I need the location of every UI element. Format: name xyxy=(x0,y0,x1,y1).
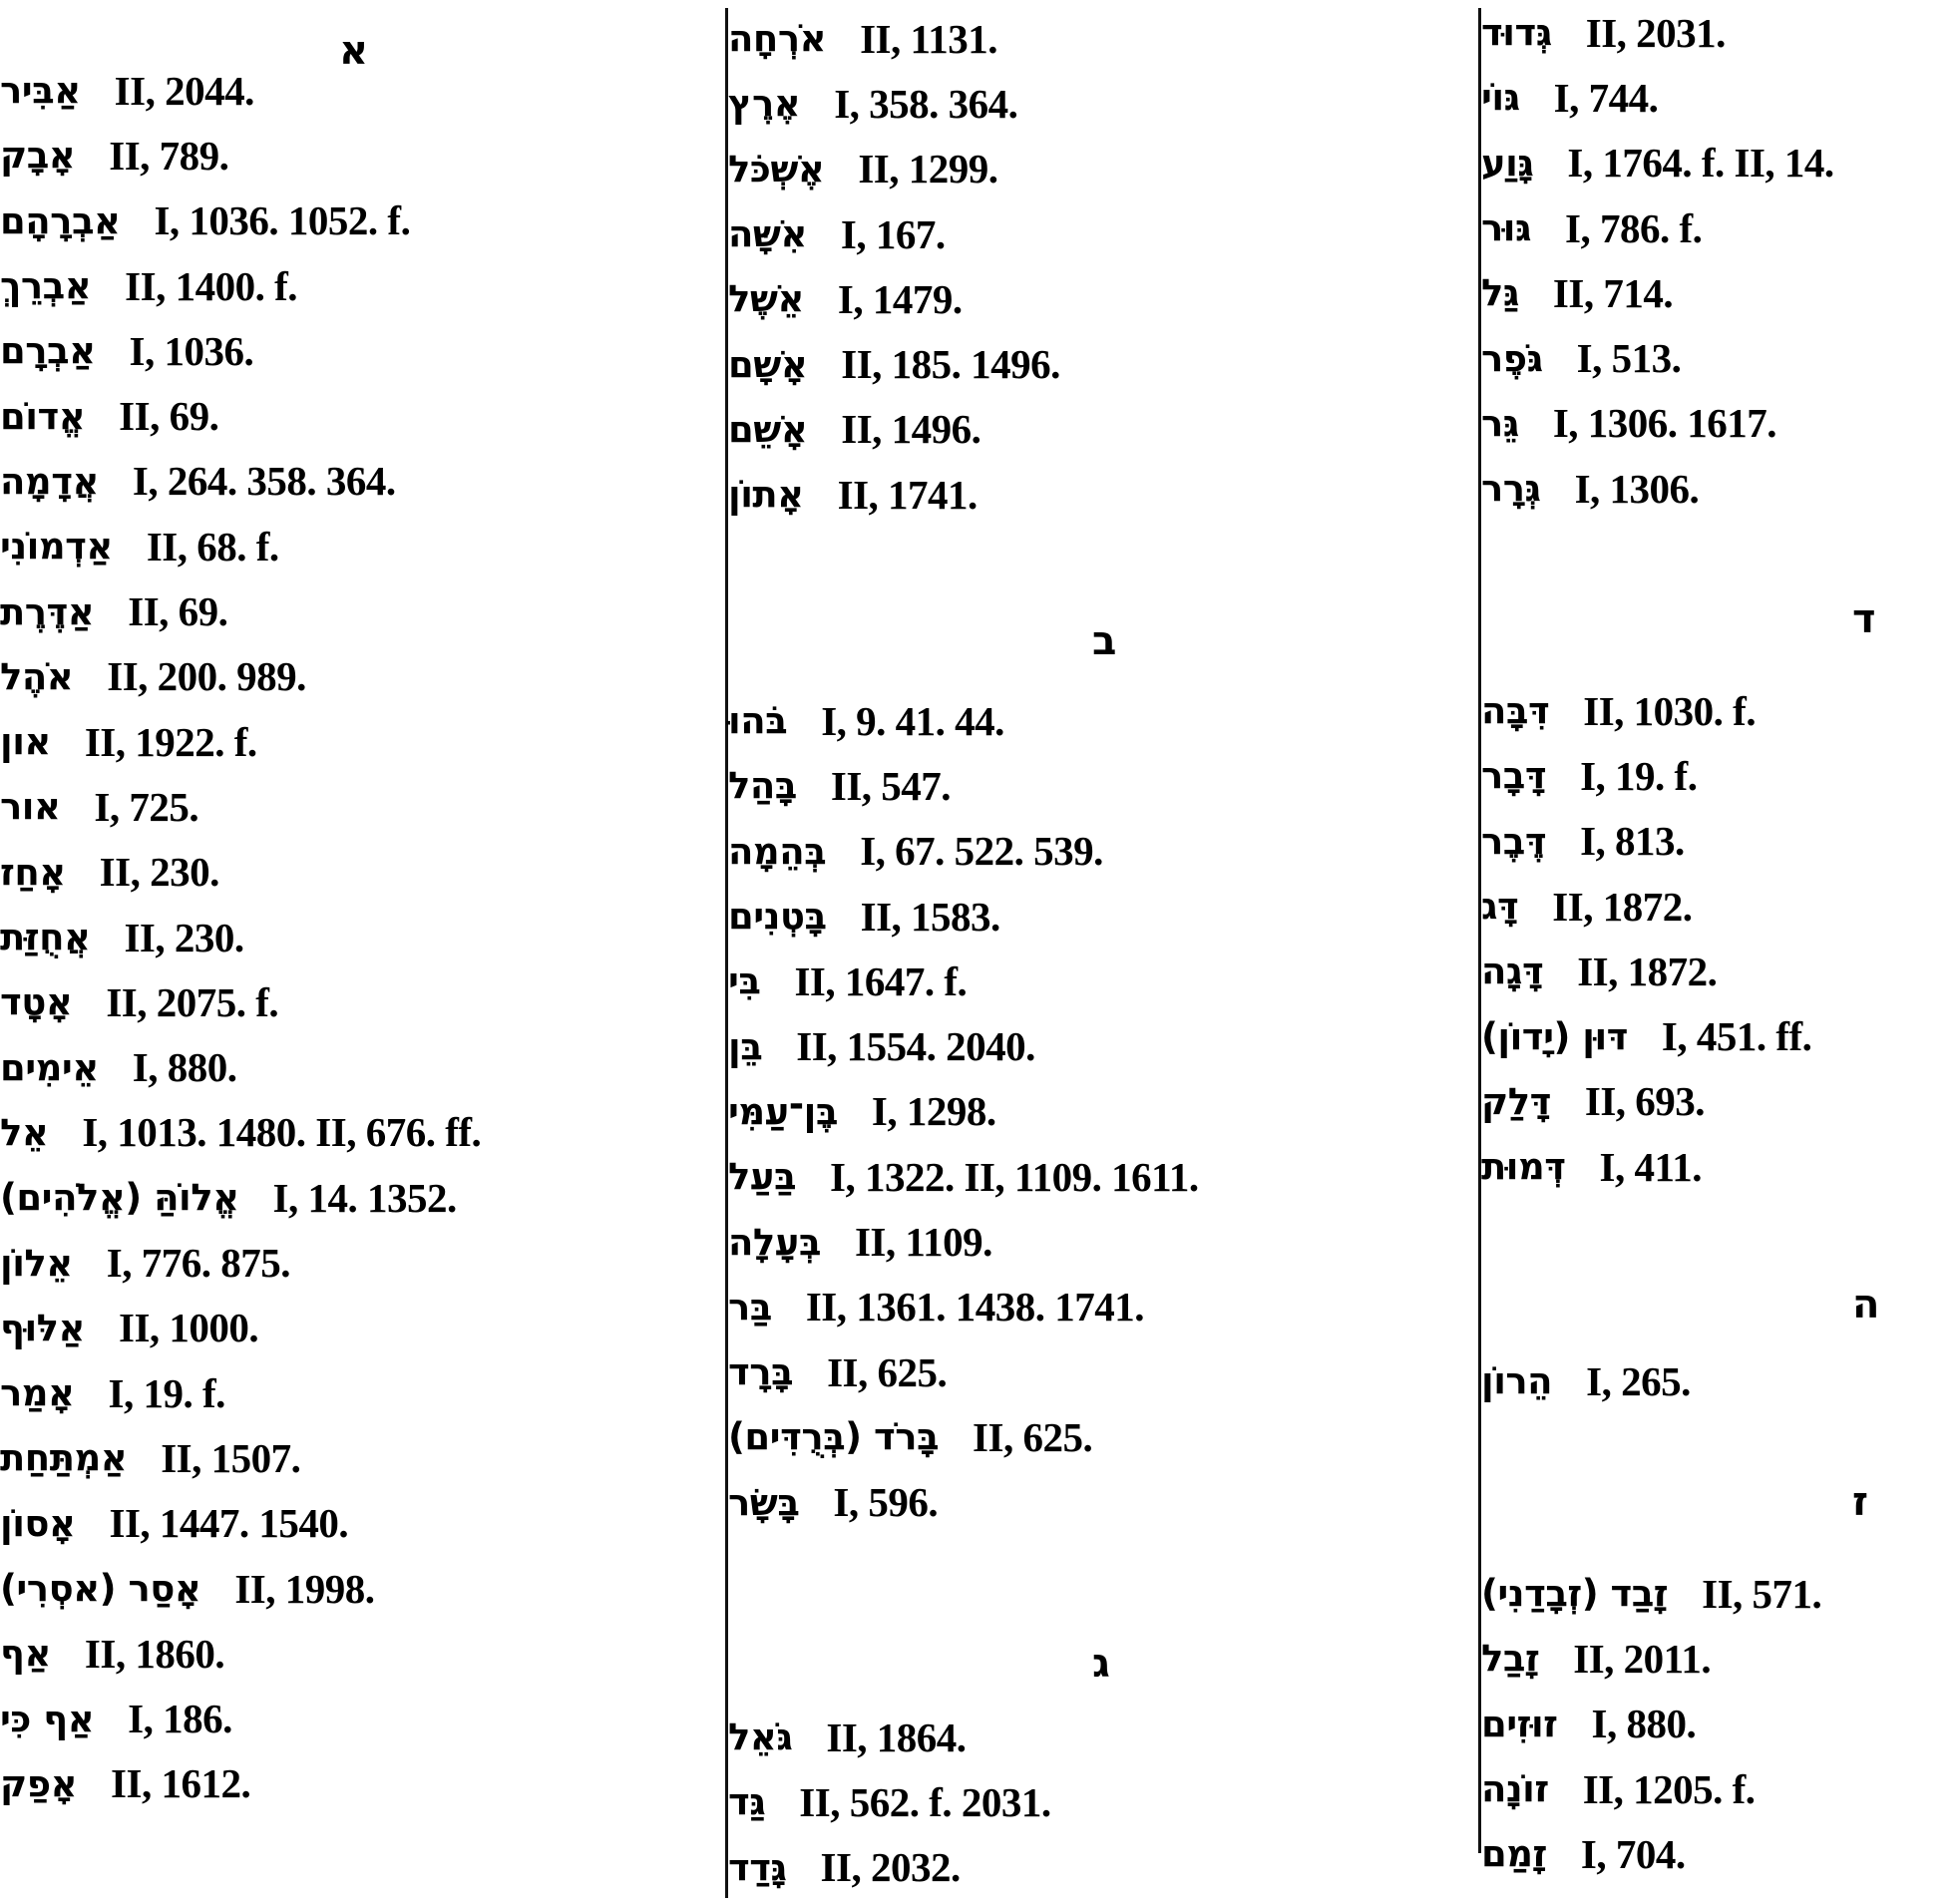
index-entry xyxy=(728,949,967,1013)
index-entry xyxy=(728,137,998,201)
page-reference: II, 547. xyxy=(830,762,952,809)
index-entry xyxy=(728,1705,967,1769)
page-reference: II, 789. xyxy=(109,132,229,179)
index-entry xyxy=(0,774,198,839)
index-entry xyxy=(0,905,244,969)
index-entry xyxy=(1481,809,1685,874)
hebrew-word: אָשֵׁם xyxy=(728,407,808,451)
page-reference: I, 1036. xyxy=(129,327,254,374)
hebrew-word: אֶרֶץ xyxy=(728,82,801,126)
index-entry xyxy=(0,514,279,578)
page-reference: I, 880. xyxy=(1591,1701,1697,1747)
page-reference: II, 1922. f. xyxy=(84,718,257,765)
hebrew-word: אֵל xyxy=(0,1110,49,1154)
index-entry xyxy=(1481,1821,1686,1886)
hebrew-word: בַּר xyxy=(728,1285,772,1329)
page-reference: I, 880. xyxy=(132,1044,237,1091)
hebrew-word: אַדְמוֹנִי xyxy=(0,525,113,569)
hebrew-word: גָּוַע xyxy=(1481,141,1534,185)
hebrew-word: אַף כִּי xyxy=(0,1697,95,1740)
page-reference: I, 1306. xyxy=(1574,465,1700,512)
page-reference: I, 1764. f. II, 14. xyxy=(1567,140,1834,187)
page-reference: I, 1013. 1480. II, 676. ff. xyxy=(82,1109,482,1156)
index-entry xyxy=(0,1296,258,1360)
hebrew-word: בֹּהוּ xyxy=(728,699,788,743)
hebrew-word: אָמַר xyxy=(0,1371,75,1415)
hebrew-word: דָּגָה xyxy=(1481,950,1544,993)
index-entry xyxy=(728,1275,1144,1339)
hebrew-word: גְּרָר xyxy=(1481,467,1541,511)
page-reference: II, 1205. f. xyxy=(1582,1765,1756,1812)
page-reference: II, 69. xyxy=(119,393,219,440)
page-reference: I, 67. 522. 539. xyxy=(860,828,1103,875)
index-entry xyxy=(728,1470,938,1535)
page-reference: II, 1864. xyxy=(826,1714,967,1760)
section-heading: ד xyxy=(1852,596,1876,642)
index-entry xyxy=(0,1230,290,1295)
hebrew-word: גֹּאֵל xyxy=(728,1715,793,1759)
hebrew-word: אֵימִים xyxy=(0,1045,99,1089)
page-reference: II, 1109. xyxy=(854,1219,992,1266)
index-entry xyxy=(728,1209,992,1274)
index-entry xyxy=(728,6,997,71)
page-reference: I, 167. xyxy=(840,210,946,257)
hebrew-word: גֵּר xyxy=(1481,401,1519,445)
page-reference: I, 704. xyxy=(1580,1830,1686,1877)
hebrew-word: בֶּן־עַמִּי xyxy=(728,1089,838,1133)
index-entry xyxy=(728,462,978,527)
hebrew-word: אַבִּיר xyxy=(0,69,81,113)
index-entry xyxy=(0,578,227,643)
page-reference: I, 596. xyxy=(833,1479,939,1526)
page-reference: II, 2011. xyxy=(1573,1635,1712,1682)
hebrew-word: אֲדָמָה xyxy=(0,459,99,503)
index-entry xyxy=(0,384,218,449)
hebrew-word: בְּעָלָה xyxy=(728,1220,821,1264)
index-entry xyxy=(728,266,963,331)
index-entry xyxy=(728,819,1103,884)
page-reference: I, 1036. 1052. f. xyxy=(154,197,411,244)
index-entry xyxy=(728,688,1004,753)
index-entry xyxy=(0,1035,236,1100)
page-reference: II, 185. 1496. xyxy=(841,341,1060,388)
page-reference: II, 562. f. 2031. xyxy=(799,1778,1051,1825)
section-heading: א xyxy=(339,28,369,74)
index-entry xyxy=(0,1687,232,1751)
page-reference: II, 2044. xyxy=(114,67,254,114)
page-reference: II, 693. xyxy=(1584,1078,1706,1125)
hebrew-word: אֱדוֹם xyxy=(0,394,86,438)
page-reference: II, 230. xyxy=(124,914,244,960)
index-entry xyxy=(0,644,306,709)
hebrew-word: דְּמוּת xyxy=(1481,1145,1566,1189)
hebrew-word: דִּבָּה xyxy=(1481,689,1550,733)
hebrew-word: אָפַק xyxy=(0,1761,78,1805)
page-reference: I, 358. 364. xyxy=(834,80,1018,127)
hebrew-word: אָבָק xyxy=(0,134,76,178)
index-entry xyxy=(0,449,396,514)
hebrew-word: אֵשֶׁל xyxy=(728,277,804,321)
page-reference: I, 776. 875. xyxy=(106,1240,290,1287)
page-reference: I, 14. 1352. xyxy=(272,1174,457,1221)
page-reference: II, 1872. xyxy=(1552,883,1693,930)
page-reference: I, 264. 358. 364. xyxy=(132,458,396,505)
hebrew-word: אַבְרֵךְ xyxy=(0,264,92,308)
index-entry xyxy=(728,71,1017,136)
page-reference: II, 1131. xyxy=(860,15,997,62)
page-reference: I, 411. xyxy=(1599,1143,1702,1190)
page-reference: II, 1000. xyxy=(119,1305,259,1351)
hebrew-word: דָּבָר xyxy=(1481,754,1547,798)
page-reference: II, 69. xyxy=(128,588,228,635)
page-reference: I, 19. f. xyxy=(1580,752,1698,799)
index-entry xyxy=(728,1769,1051,1834)
index-entry xyxy=(1481,1069,1705,1134)
hebrew-word: אָסַר (אסְרִי) xyxy=(0,1567,201,1611)
hebrew-word: אָשָׁם xyxy=(728,342,808,386)
index-entry xyxy=(0,1360,225,1425)
index-entry xyxy=(1481,1134,1702,1199)
hebrew-word: דּוּן (יָדוֹן) xyxy=(1481,1014,1628,1058)
hebrew-word: בָּשָׂר xyxy=(728,1480,800,1524)
page-reference: II, 714. xyxy=(1552,269,1674,316)
hebrew-word: דָּלַק xyxy=(1481,1079,1551,1123)
page-reference: I, 451. ff. xyxy=(1661,1013,1812,1060)
hebrew-word: אֶשְׁכֹּל xyxy=(728,147,825,190)
section-heading: ה xyxy=(1852,1282,1880,1328)
hebrew-word: אֹהֶל xyxy=(0,654,74,698)
page-reference: I, 1298. xyxy=(871,1088,996,1135)
index-entry xyxy=(1481,195,1702,260)
index-entry xyxy=(1481,1626,1711,1691)
hebrew-word: דָּג xyxy=(1481,885,1519,929)
page-reference: II, 68. f. xyxy=(146,523,279,570)
page-reference: II, 1647. f. xyxy=(794,957,968,1004)
index-entry xyxy=(728,1339,947,1404)
index-entry xyxy=(1481,260,1673,325)
index-entry xyxy=(1481,1561,1821,1626)
page-reference: II, 2032. xyxy=(820,1844,961,1891)
index-entry xyxy=(1481,391,1776,456)
hebrew-word: אָסוֹן xyxy=(0,1501,76,1545)
index-entry xyxy=(728,753,951,818)
index-entry xyxy=(728,1014,1035,1079)
hebrew-word: אַדֶּרֶת xyxy=(0,589,95,633)
index-entry xyxy=(728,1079,996,1144)
section-heading: ז xyxy=(1852,1479,1869,1525)
hebrew-word: אָטָד xyxy=(0,980,73,1024)
hebrew-word: גָּדַד xyxy=(728,1845,787,1889)
index-entry xyxy=(1481,326,1681,391)
hebrew-word: דֶּבֶר xyxy=(1481,819,1547,863)
hebrew-word: בִּי xyxy=(728,959,761,1003)
hebrew-word: אִשָּׁה xyxy=(728,212,807,256)
index-entry xyxy=(728,1144,1199,1209)
hebrew-word: גְּדוּד xyxy=(1481,11,1552,55)
page-reference: II, 1583. xyxy=(860,893,1000,940)
hebrew-word: אֵלוֹן xyxy=(0,1241,73,1285)
hebrew-word: גֹּפֶר xyxy=(1481,336,1543,380)
index-entry xyxy=(1481,1756,1756,1821)
section-heading: ג xyxy=(1092,1641,1110,1687)
hebrew-word: זוּזִים xyxy=(1481,1702,1558,1745)
index-entry xyxy=(1481,939,1717,1003)
page-reference: I, 19. f. xyxy=(108,1369,225,1416)
index-entry xyxy=(1481,743,1697,808)
page-reference: I, 786. f. xyxy=(1565,204,1703,251)
page-reference: I, 513. xyxy=(1576,335,1682,382)
page-reference: II, 1361. 1438. 1741. xyxy=(805,1284,1145,1331)
page-reference: II, 1400. f. xyxy=(125,262,297,309)
index-entry xyxy=(1481,874,1692,939)
index-entry xyxy=(728,397,980,462)
index-entry xyxy=(0,1751,250,1816)
index-entry xyxy=(0,969,278,1034)
hebrew-word: אַלּוּף xyxy=(0,1306,85,1349)
index-entry xyxy=(728,201,946,266)
hebrew-word: אַף xyxy=(0,1632,51,1676)
index-entry xyxy=(0,709,257,774)
index-entry xyxy=(0,189,410,253)
index-entry xyxy=(0,840,219,905)
index-entry xyxy=(0,1556,375,1621)
page-reference: II, 1507. xyxy=(161,1434,301,1481)
index-entry xyxy=(0,58,254,123)
hebrew-word: זָבַד (זְבָדַנִי) xyxy=(1481,1572,1669,1616)
hebrew-word: אָתוֹן xyxy=(728,473,804,517)
hebrew-word: הֵרוֹן xyxy=(1481,1359,1553,1403)
index-entry xyxy=(1481,0,1726,65)
index-entry xyxy=(728,884,1000,949)
page-reference: II, 200. 989. xyxy=(107,653,306,700)
page-reference: I, 813. xyxy=(1580,818,1685,865)
page-reference: II, 1496. xyxy=(841,406,981,453)
hebrew-word: גַּד xyxy=(728,1780,766,1824)
hebrew-word: גּוּר xyxy=(1481,206,1532,250)
hebrew-word: בָּהַל xyxy=(728,764,797,808)
page-reference: II, 625. xyxy=(973,1413,1093,1460)
page-reference: II, 571. xyxy=(1702,1570,1822,1617)
hebrew-word: אור xyxy=(0,785,61,829)
page-reference: II, 1447. 1540. xyxy=(109,1500,349,1547)
page-reference: I, 725. xyxy=(94,783,199,830)
section-heading: ב xyxy=(1092,618,1117,664)
page-reference: I, 1306. 1617. xyxy=(1552,400,1777,447)
hebrew-word: זוֹנָה xyxy=(1481,1767,1549,1811)
index-entry xyxy=(1481,1348,1691,1413)
hebrew-word: אֹרְחָה xyxy=(728,17,827,61)
index-entry xyxy=(1481,131,1834,195)
index-entry xyxy=(1481,678,1756,743)
page-reference: I, 1322. II, 1109. 1611. xyxy=(830,1153,1199,1200)
page-reference: I, 1479. xyxy=(837,275,963,322)
page-reference: II, 1998. xyxy=(234,1565,375,1612)
index-entry xyxy=(1481,65,1658,130)
index-entry xyxy=(1481,1692,1696,1756)
hebrew-word: גַּל xyxy=(1481,271,1519,315)
index-entry xyxy=(728,1404,1092,1469)
index-entry xyxy=(0,1621,224,1686)
hebrew-word: בֵּן xyxy=(728,1024,763,1068)
index-entry xyxy=(0,1100,481,1165)
hebrew-word: אַמְתַּחַת xyxy=(0,1436,128,1480)
page-reference: II, 2075. f. xyxy=(106,978,279,1025)
page-reference: II, 625. xyxy=(827,1348,948,1395)
page-reference: II, 1030. f. xyxy=(1583,687,1757,734)
hebrew-word: אַבְרָם xyxy=(0,329,96,373)
hebrew-word: אָחַז xyxy=(0,850,66,894)
page-reference: I, 265. xyxy=(1586,1357,1691,1404)
page-reference: II, 1554. 2040. xyxy=(796,1023,1035,1070)
page-reference: II, 1612. xyxy=(111,1760,251,1807)
page-reference: II, 230. xyxy=(99,849,219,896)
index-entry xyxy=(728,1835,961,1900)
index-entry xyxy=(0,1425,300,1490)
hebrew-word: זָמַם xyxy=(1481,1832,1547,1876)
hebrew-word: זָבַל xyxy=(1481,1637,1540,1681)
page-reference: I, 744. xyxy=(1553,74,1659,121)
hebrew-word: בָּרֹד (בְּרֻדִּים) xyxy=(728,1415,940,1459)
hebrew-word: און xyxy=(0,720,51,764)
index-entry xyxy=(0,253,297,318)
index-entry xyxy=(728,332,1060,397)
hebrew-word: גּוֹי xyxy=(1481,76,1520,120)
page-reference: II, 2031. xyxy=(1585,9,1726,56)
hebrew-word: בָּרָד xyxy=(728,1350,794,1394)
hebrew-word: בַּעַל xyxy=(728,1155,797,1199)
index-entry xyxy=(0,1165,457,1230)
page-reference: II, 1860. xyxy=(84,1630,225,1677)
hebrew-word: בָּטְנִים xyxy=(728,895,827,939)
page-reference: I, 9. 41. 44. xyxy=(821,697,1004,744)
index-entry xyxy=(0,1491,348,1556)
index-entry xyxy=(1481,456,1699,521)
hebrew-word: אֲחֻזַּת xyxy=(0,916,91,959)
page-reference: II, 1872. xyxy=(1577,948,1718,994)
page-reference: II, 1299. xyxy=(858,146,998,192)
index-entry xyxy=(0,318,253,383)
hebrew-word: אַבְרָהָם xyxy=(0,198,121,242)
index-entry xyxy=(0,123,228,188)
page-reference: II, 1741. xyxy=(837,471,978,518)
hebrew-word: אֱלוֹהַּ (אֱלֹהִים) xyxy=(0,1176,239,1220)
page-reference: I, 186. xyxy=(128,1696,232,1742)
index-entry xyxy=(1481,1004,1811,1069)
hebrew-word: בְּהֵמָה xyxy=(728,829,827,873)
